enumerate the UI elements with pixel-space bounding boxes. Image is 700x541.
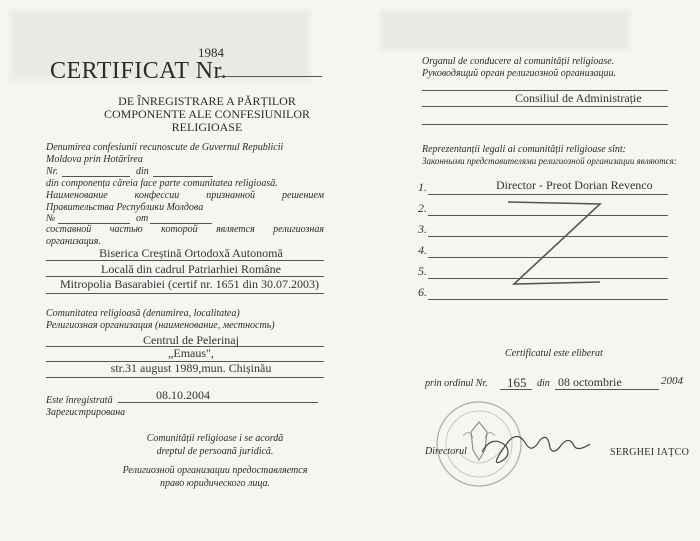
director-label: Directorul — [425, 446, 467, 457]
strike-through-mark — [500, 196, 610, 292]
legal-line: Религиозной организации предоставляется — [122, 465, 308, 476]
component-ru: составной частью которой является религиозная — [46, 224, 324, 235]
denomination-ro-2: Moldova prin Hotărîrea — [46, 154, 143, 165]
church-line-2: Locală din cadrul Patriarhiei Române — [101, 262, 281, 276]
rep-number: 5. — [418, 264, 427, 278]
legal-line: dreptul de persoană juridică. — [156, 446, 274, 457]
no-label: № — [46, 213, 56, 224]
scan-shadow — [380, 10, 630, 50]
registered-ru: Зарегистрирована — [46, 407, 126, 418]
certificate-year: 1984 — [198, 45, 224, 60]
nr-line — [62, 176, 130, 177]
organ-ro: Organul de conducere al comunității religioase. — [422, 56, 615, 67]
legal-person-ro — [80, 432, 350, 458]
field-line — [500, 389, 532, 390]
heading — [92, 95, 322, 134]
legal-person-ru — [80, 464, 350, 490]
church-line-1: Biserica Creștină Ortodoxă Autonomă — [99, 246, 283, 260]
registered-ro: Este înregistrată — [46, 395, 113, 406]
issued-label: Certificatul este eliberat — [505, 348, 603, 359]
representatives-ru: Законными представителями религиозной организации являются: — [422, 156, 677, 166]
rep-number: 2. — [418, 201, 427, 215]
rep-number: 3. — [418, 222, 427, 236]
rep-number: 1. — [418, 180, 427, 194]
community-ro: Comunitatea religioasă (denumirea, localitatea) — [46, 308, 240, 319]
representatives-ro: Reprezentanții legali ai comunității religioase sînt: — [422, 144, 626, 155]
order-number: 165 — [507, 375, 527, 390]
church-line-3: Mitropolia Basarabiei (certif nr. 1651 din 30.07.2003) — [60, 277, 319, 291]
din-line — [153, 176, 213, 177]
registration-date: 08.10.2004 — [156, 388, 210, 402]
community-ru: Религиозная организация (наименование, местность) — [46, 320, 275, 331]
field-line — [555, 389, 659, 390]
council-name: Consiliul de Administrație — [515, 91, 642, 105]
legal-line: право юридического лица. — [159, 478, 270, 489]
center-line-1: Centrul de Pelerinaj — [143, 333, 239, 347]
field-line — [428, 194, 668, 195]
component-ro: din componența căreia face parte comunitatea religioasă. — [46, 178, 278, 189]
denomination-ro: Denumirea confesiunii recunoscute de Guvernul Republicii — [46, 142, 284, 153]
certificate-number-line — [218, 76, 322, 77]
director-signature — [478, 422, 598, 472]
denomination-ru: Наименование конфессии признанной решением — [46, 190, 324, 201]
certificate-title: CERTIFICAT Nr. — [50, 58, 228, 84]
heading-line: DE ÎNREGISTRARE A PĂRȚILOR — [118, 94, 296, 108]
order-prefix: prin ordinul Nr. — [425, 378, 488, 389]
director-name: SERGHEI IAȚCO — [610, 447, 690, 458]
rep-name: Director - Preot Dorian Revenco — [496, 178, 653, 192]
field-line — [428, 299, 668, 300]
component-ru-2: организация. — [46, 236, 101, 247]
heading-line: RELIGIOASE — [171, 120, 243, 134]
denomination-ru-2: Правительства Республики Молдова — [46, 202, 204, 213]
field-line — [422, 106, 668, 107]
center-line-3: str.31 august 1989,mun. Chișinău — [110, 361, 272, 375]
field-line — [46, 293, 324, 294]
field-line — [118, 402, 318, 403]
nr-label: Nr. — [46, 166, 58, 177]
field-line — [46, 260, 324, 261]
rep-number: 6. — [418, 285, 427, 299]
ot-label: от — [136, 213, 149, 224]
organ-ru: Руководящий орган религиозной организации. — [422, 68, 616, 79]
legal-line: Comunității religioase i se acordă — [146, 433, 284, 444]
order-year: 2004 — [661, 375, 683, 387]
order-date: 08 octombrie — [558, 375, 622, 389]
field-line — [46, 377, 324, 378]
field-line — [422, 124, 668, 125]
center-line-2: „Emaus", — [168, 346, 214, 360]
order-din: din — [537, 378, 550, 389]
rep-number: 4. — [418, 243, 427, 257]
heading-line: COMPONENTE ALE CONFESIUNILOR — [103, 107, 310, 121]
din-label: din — [136, 166, 149, 177]
